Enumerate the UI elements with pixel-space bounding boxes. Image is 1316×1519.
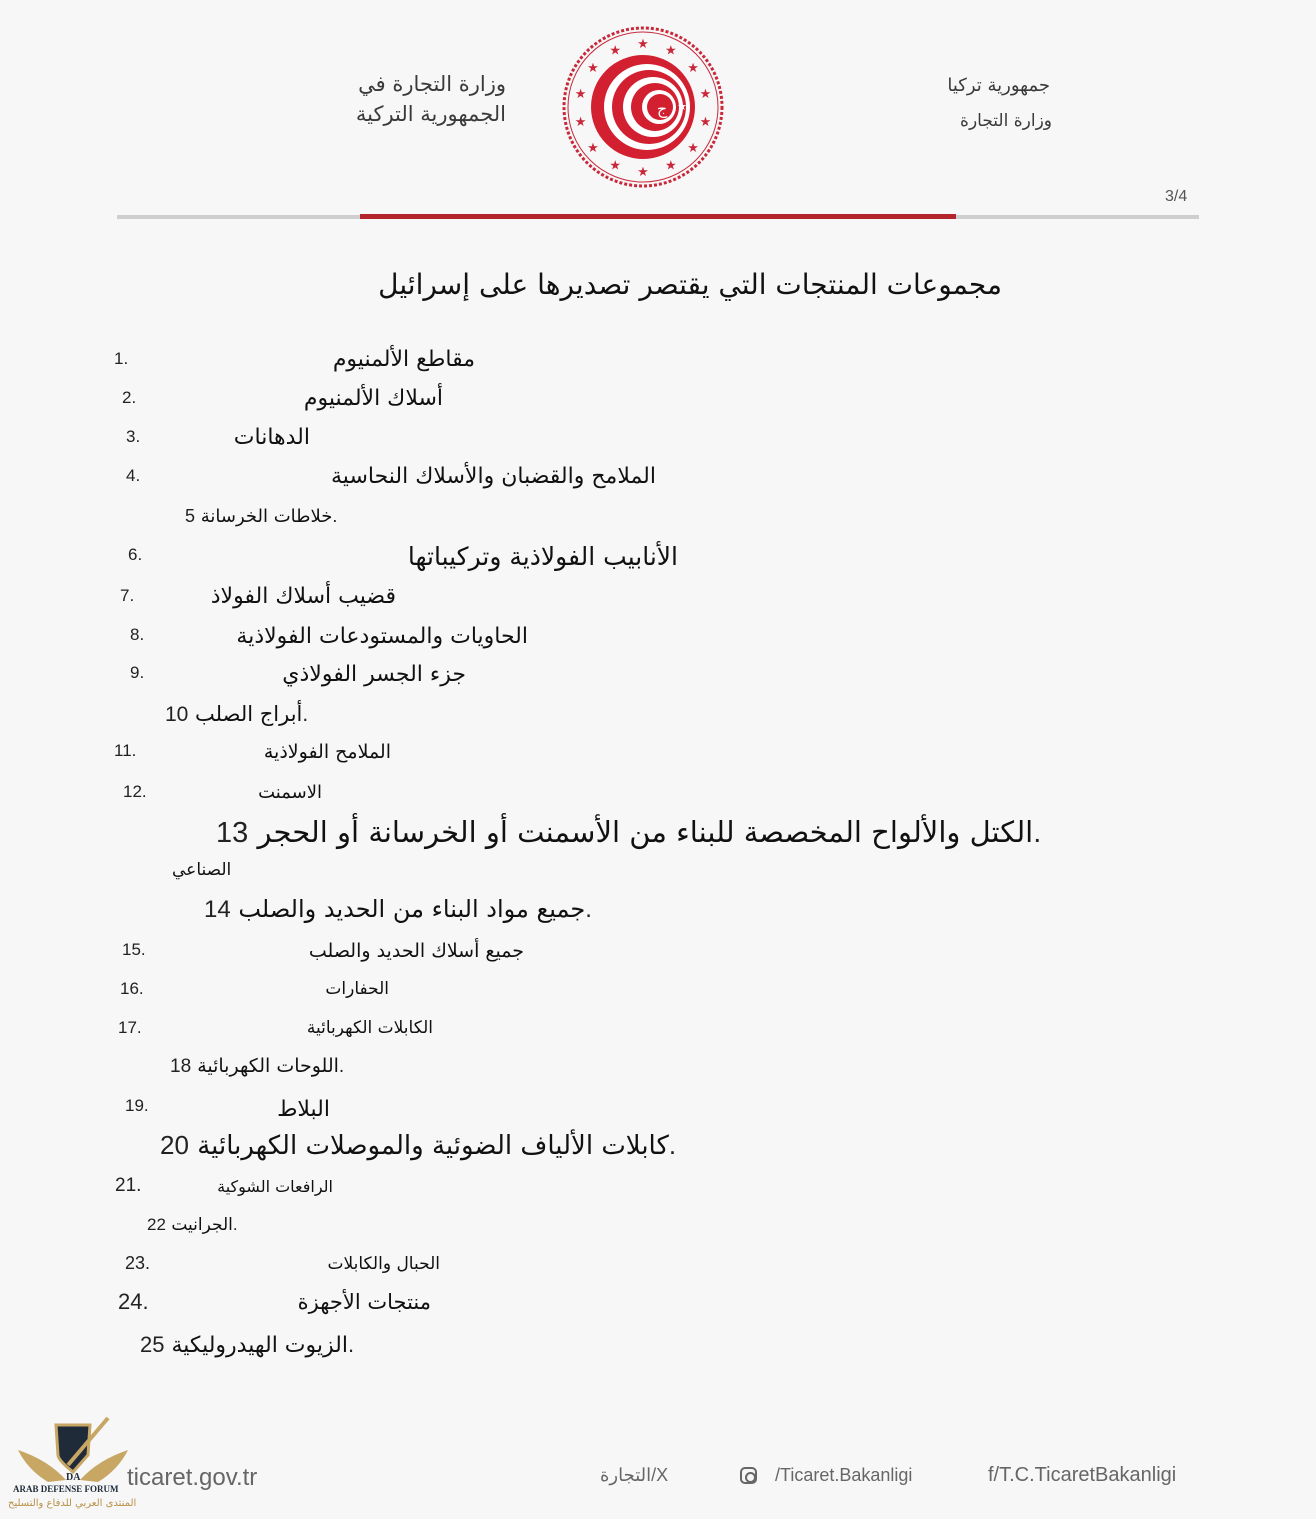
list-item-number: 16. [120, 979, 144, 998]
list-item-number: 4. [126, 466, 141, 485]
seal-glyph: ج [656, 99, 668, 118]
seal-star-icon: ★ [664, 158, 677, 174]
header-right-line2: وزارة التجارة [960, 111, 1052, 131]
list-item-label: الكابلات الكهربائية [306, 1018, 433, 1038]
seal-star-icon: ★ [699, 86, 712, 102]
list-item-label: الزيوت الهيدروليكية [171, 1333, 348, 1358]
list-item-label: الحاويات والمستودعات الفولاذية [236, 624, 528, 649]
list-item-number: 12. [123, 782, 147, 801]
seal-star-icon: ★ [699, 115, 712, 131]
page-indicator: 3/4 [1165, 188, 1188, 205]
list-item-number: 8. [130, 625, 145, 644]
list-item-number: 22. [147, 1215, 238, 1234]
seal-star-icon: ★ [574, 86, 587, 102]
watermark-text-ar: المنتدى العربي للدفاع والتسليح [8, 1498, 137, 1509]
list-item-number: 14. [204, 896, 592, 923]
list-item-label: جميع أسلاك الحديد والصلب [308, 940, 524, 962]
header-left-line1: وزارة التجارة في [358, 72, 506, 96]
list-item-number: 11. [114, 741, 137, 760]
list-item-label: جزء الجسر الفولاذي [282, 662, 466, 687]
list-item-number: 7. [120, 586, 135, 605]
document-title: مجموعات المنتجات التي يقتصر تصديرها على إسرائيل [378, 268, 1002, 301]
watermark-text-en: ARAB DEFENSE FORUM [13, 1484, 119, 1494]
list-item-label: أسلاك الألمنيوم [303, 386, 443, 411]
seal-star-icon: ★ [687, 61, 699, 77]
watermark-logo [8, 1410, 138, 1519]
list-item-text [185, 506, 337, 527]
list-item-number: 19. [125, 1096, 149, 1115]
list-item-text [204, 895, 592, 924]
seal-star-icon: ★ [587, 61, 599, 77]
list-item-label: اللوحات الكهربائية [197, 1055, 339, 1077]
seal-star-icon: ★ [637, 37, 649, 52]
seal-star-icon: ★ [664, 43, 677, 59]
list-item-number: 23. [125, 1253, 151, 1273]
list-item-label: منتجات الأجهزة [297, 1290, 431, 1314]
instagram-icon [740, 1467, 757, 1484]
list-item-number: 9. [130, 663, 145, 682]
list-item-label: خلاطات الخرسانة [200, 506, 333, 527]
list-item-number: 10. [165, 703, 309, 726]
list-item-number: 15. [122, 940, 146, 959]
list-item-label: الملامح والقضبان والأسلاك النحاسية [331, 464, 656, 489]
seal-star-icon: ★ [609, 158, 622, 174]
list-item-label: الأنابيب الفولاذية وتركيباتها [407, 542, 678, 571]
list-item-number: 25. [140, 1332, 355, 1357]
list-item-label: الحفارات [325, 979, 389, 999]
list-item-number: 20. [160, 1130, 677, 1160]
list-item-text [147, 1215, 238, 1235]
seal-star-icon: ★ [574, 115, 587, 131]
seal-star-icon: ★ [637, 165, 649, 180]
list-item-number: 6. [128, 545, 143, 564]
list-item-number: 13. [216, 817, 1042, 849]
watermark-monogram: DA [66, 1472, 81, 1483]
list-item-label: الاسمنت [258, 782, 322, 803]
list-item-text [160, 1130, 676, 1161]
x-handle-link[interactable]: التجارة/X [600, 1465, 669, 1485]
list-item-label: الدهانات [233, 425, 310, 450]
list-item-label: قضيب أسلاك الفولاذ [210, 584, 396, 609]
list-item-number: 3. [126, 427, 141, 446]
list-item-text [216, 815, 1041, 850]
list-item-label: جميع مواد البناء من الحديد والصلب [238, 895, 586, 923]
svg-text:★: ★ [677, 100, 687, 113]
list-item-number: 18. [170, 1056, 345, 1077]
seal-star-icon: ★ [609, 43, 622, 59]
list-item-label: الجرانيت [171, 1215, 233, 1235]
list-item-label: الملامح الفولاذية [263, 741, 391, 763]
instagram-handle-link[interactable]: /Ticaret.Bakanligi [775, 1465, 913, 1485]
ministry-seal-logo [560, 24, 726, 190]
list-item-label: كابلات الألياف الضوئية والموصلات الكهربائية [197, 1131, 669, 1161]
header-left-line2: الجمهورية التركية [355, 102, 506, 126]
list-item-number: 17. [118, 1018, 142, 1037]
list-item-label: الرافعات الشوكية [217, 1177, 333, 1196]
list-item-label-continued: الصناعي [172, 860, 232, 880]
list-item-text [170, 1055, 344, 1078]
header-right-line1: جمهورية تركيا [947, 75, 1050, 96]
list-item-number: 21. [115, 1175, 142, 1196]
list-item-label: مقاطع الألمنيوم [332, 347, 475, 372]
facebook-handle-link[interactable]: f/T.C.TicaretBakanligi [988, 1464, 1177, 1486]
seal-star-icon: ★ [687, 140, 699, 156]
list-item-text [140, 1332, 354, 1358]
list-item-label: أبراج الصلب [195, 702, 303, 726]
list-item-label: الكتل والألواح المخصصة للبناء من الأسمنت أو الخرسانة أو الحجر [257, 815, 1034, 849]
list-item-number: 5. [185, 506, 338, 526]
seal-star-icon: ★ [587, 140, 599, 156]
seal-icon [560, 24, 726, 190]
list-item-number: 2. [122, 388, 137, 407]
list-item-number: 1. [114, 349, 129, 368]
list-item-label: البلاط [277, 1097, 330, 1122]
website-link[interactable]: ticaret.gov.tr [127, 1464, 258, 1491]
list-item-text [165, 702, 308, 727]
list-item-label: الحبال والكابلات [327, 1254, 440, 1274]
header-divider-accent [360, 214, 956, 219]
list-item-number: 24. [118, 1289, 149, 1314]
